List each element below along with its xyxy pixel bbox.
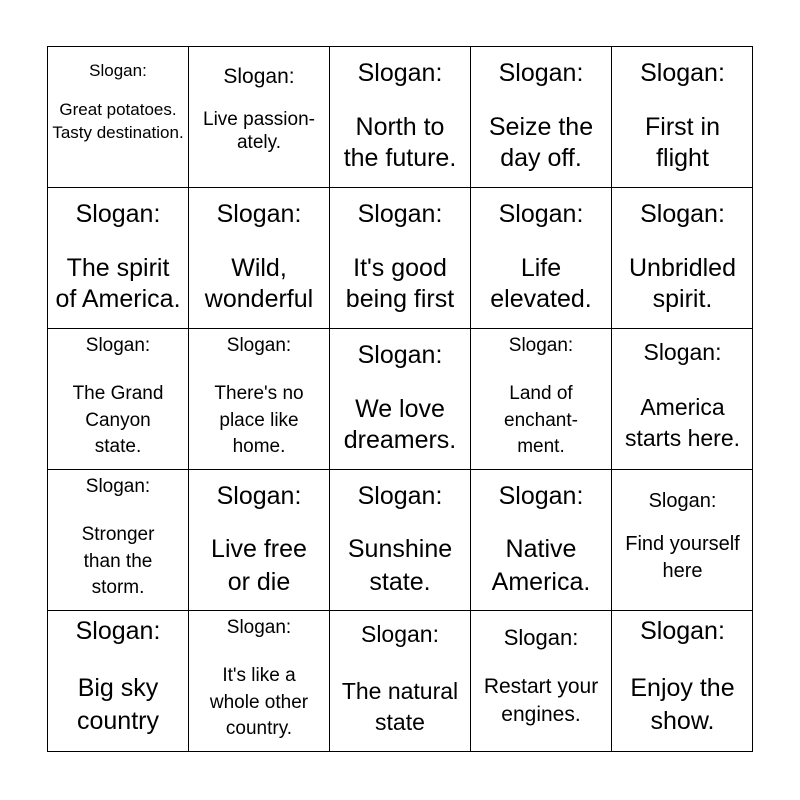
cell-header: Slogan:	[357, 59, 443, 87]
bingo-cell[interactable]	[48, 47, 189, 188]
cell-slogan: Find yourself here	[625, 533, 740, 582]
bingo-cell[interactable]	[471, 611, 612, 752]
bingo-cell[interactable]	[330, 188, 471, 329]
cell-slogan: North to the future.	[343, 113, 457, 173]
bingo-cell[interactable]	[471, 47, 612, 188]
cell-slogan: First in flight	[645, 113, 720, 173]
cell-slogan: Native America.	[491, 535, 591, 596]
bingo-cell[interactable]	[612, 329, 753, 470]
cell-header: Slogan:	[360, 621, 439, 647]
bingo-cell[interactable]	[189, 470, 330, 611]
cell-header: Slogan:	[216, 200, 302, 228]
cell-header: Slogan:	[357, 482, 443, 510]
cell-header: Slogan:	[498, 482, 584, 510]
cell-header: Slogan:	[85, 335, 151, 356]
cell-slogan: It's good being first	[345, 254, 455, 314]
bingo-cell[interactable]	[48, 470, 189, 611]
cell-header: Slogan:	[640, 617, 725, 645]
bingo-cell[interactable]	[330, 47, 471, 188]
cell-header: Slogan:	[357, 200, 443, 228]
bingo-cell[interactable]	[48, 188, 189, 329]
bingo-cell[interactable]	[612, 47, 753, 188]
cell-header: Slogan:	[226, 335, 292, 356]
cell-slogan: America starts here.	[624, 394, 741, 452]
cell-header: Slogan:	[643, 339, 722, 365]
bingo-cell[interactable]	[48, 329, 189, 470]
cell-header: Slogan:	[223, 65, 295, 88]
bingo-cell[interactable]	[330, 470, 471, 611]
cell-slogan: Sunshine state.	[347, 535, 453, 596]
cell-header: Slogan:	[216, 482, 302, 510]
cell-header: Slogan:	[357, 341, 443, 369]
bingo-cell[interactable]	[471, 329, 612, 470]
cell-slogan: The spirit of America.	[55, 254, 181, 314]
cell-header: Slogan:	[85, 476, 151, 497]
cell-header: Slogan:	[648, 490, 717, 512]
cell-slogan: Life elevated.	[490, 254, 592, 314]
cell-slogan: Unbridled spirit.	[628, 254, 736, 314]
bingo-cell[interactable]	[189, 47, 330, 188]
cell-header: Slogan:	[498, 200, 584, 228]
bingo-cell[interactable]	[471, 470, 612, 611]
cell-slogan: Stronger than the storm.	[81, 524, 155, 599]
bingo-cell[interactable]	[612, 611, 753, 752]
cell-slogan: Live passion- ately.	[203, 109, 315, 153]
cell-slogan: The Grand Canyon state.	[72, 383, 164, 458]
cell-header: Slogan:	[508, 335, 574, 356]
cell-header: Slogan:	[640, 200, 725, 228]
bingo-cell[interactable]	[48, 611, 189, 752]
cell-slogan: Great potatoes. Tasty destination.	[52, 100, 184, 142]
cell-header: Slogan:	[75, 617, 161, 645]
bingo-board	[47, 46, 753, 752]
bingo-cell[interactable]	[189, 329, 330, 470]
cell-slogan: Big sky country	[77, 674, 159, 735]
cell-slogan: There's no place like home.	[214, 383, 304, 458]
cell-header: Slogan:	[75, 200, 161, 228]
cell-slogan: Wild, wonderful	[204, 254, 314, 314]
cell-slogan: Restart your engines.	[483, 675, 599, 727]
bingo-cell[interactable]	[189, 611, 330, 752]
bingo-cell[interactable]	[330, 611, 471, 752]
cell-header: Slogan:	[89, 61, 147, 80]
bingo-cell[interactable]	[612, 188, 753, 329]
bingo-cell[interactable]	[612, 470, 753, 611]
cell-header: Slogan:	[640, 59, 725, 87]
cell-slogan: Live free or die	[211, 535, 307, 596]
cell-slogan: Land of enchant- ment.	[504, 383, 578, 458]
cell-header: Slogan:	[498, 59, 584, 87]
cell-header: Slogan:	[503, 625, 579, 650]
bingo-cell[interactable]	[330, 329, 471, 470]
bingo-cell[interactable]	[471, 188, 612, 329]
cell-slogan: Seize the day off.	[488, 113, 594, 173]
cell-slogan: It's like a whole other country.	[209, 665, 309, 740]
cell-header: Slogan:	[226, 617, 292, 638]
cell-slogan: Enjoy the show.	[630, 674, 735, 735]
bingo-cell[interactable]	[189, 188, 330, 329]
cell-slogan: The natural state	[341, 678, 459, 736]
cell-slogan: We love dreamers.	[343, 395, 457, 455]
